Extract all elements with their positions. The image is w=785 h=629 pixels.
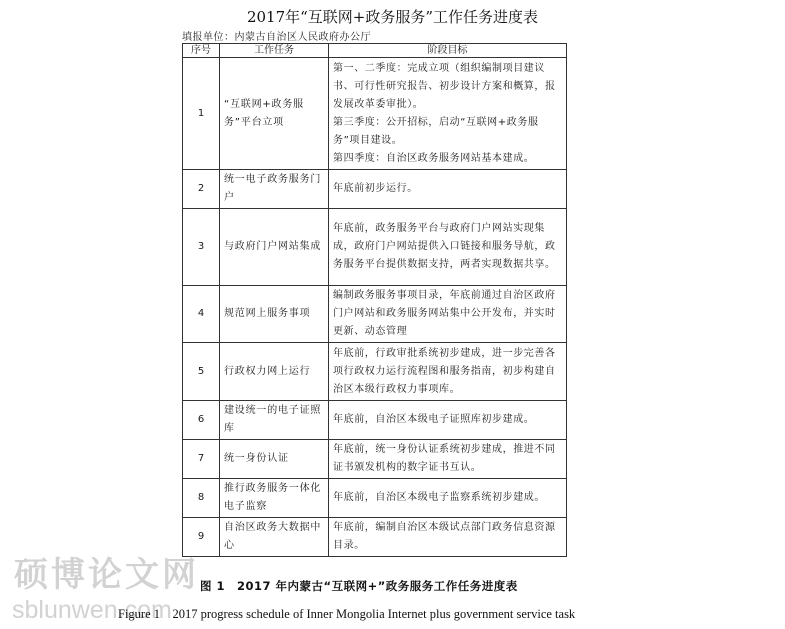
goal-line: 第三季度：公开招标，启动“互联网+政务服务”项目建设。 [333, 116, 539, 146]
row-num: 3 [183, 209, 220, 286]
watermark-logo: 硕博论文网 [14, 555, 199, 595]
goal-line: 第四季度：自治区政务服务网站基本建成。 [333, 152, 535, 164]
row-goal [329, 286, 567, 343]
row-goal [329, 401, 567, 440]
row-num: 1 [183, 58, 220, 170]
goal-line: 年底前，自治区本级电子证照库初步建成。 [333, 414, 535, 425]
row-goal [329, 170, 567, 209]
goal-line: 第一、二季度：完成立项（组织编制项目建议书、可行性研究报告、初步设计方案和概算，报发展改革委审批）。 [333, 62, 556, 110]
row-num: 6 [183, 401, 220, 440]
filler-unit: 填报单位：内蒙古自治区人民政府办公厅 [182, 32, 371, 43]
table-row [183, 209, 567, 286]
goal-line: 编制政务服务事项目录，年底前通过自治区政府门户网站和政务服务网站集中公开发布，并实时更新、动态管理 [333, 290, 556, 337]
table-row [183, 401, 567, 440]
row-goal [329, 209, 567, 286]
row-task: 规范网上服务事项 [220, 286, 329, 343]
goal-line: 年底前，政务服务平台与政府门户网站实现集成，政府门户网站提供入口链接和服务导航，政务服务平台提供数据支持，两者实现数据共享。 [333, 223, 556, 270]
table-row [183, 518, 567, 557]
row-goal [329, 479, 567, 518]
figure-caption-en: Figure 1 2017 progress schedule of Inner Mongolia Internet plus government service task [118, 607, 576, 621]
row-task: 与政府门户网站集成 [220, 209, 329, 286]
row-goal [329, 518, 567, 557]
table-row [183, 343, 567, 401]
row-num: 5 [183, 343, 220, 401]
row-num: 8 [183, 479, 220, 518]
table-row [183, 479, 567, 518]
row-task: 建设统一的电子证照库 [220, 401, 329, 440]
goal-line: 年底前，行政审批系统初步建成，进一步完善各项行政权力运行流程图和服务指南，初步构建自治区本级行政权力事项库。 [333, 347, 556, 395]
table-row [183, 286, 567, 343]
row-task: 统一电子政务服务门户 [220, 170, 329, 209]
row-num: 9 [183, 518, 220, 557]
header-task: 工作任务 [220, 44, 329, 58]
row-task: “互联网+政务服务”平台立项 [220, 58, 329, 170]
row-num: 2 [183, 170, 220, 209]
progress-table [182, 43, 567, 557]
row-num: 4 [183, 286, 220, 343]
goal-line: 年底前，统一身份认证系统初步建成，推进不同证书颁发机构的数字证书互认。 [333, 444, 556, 473]
table-row [183, 440, 567, 479]
watermark-url: sblunwen.com [12, 596, 172, 624]
document-title: 2017年“互联网+政务服务”工作任务进度表 [246, 8, 539, 26]
table-row [183, 170, 567, 209]
row-goal [329, 58, 567, 170]
row-task: 自治区政务大数据中心 [220, 518, 329, 557]
row-goal [329, 343, 567, 401]
figure-caption-cn: 图 1 2017 年内蒙古“互联网+”政务服务工作任务进度表 [200, 579, 518, 593]
row-num: 7 [183, 440, 220, 479]
goal-line: 年底前，编制自治区本级试点部门政务信息资源目录。 [333, 522, 556, 551]
header-num: 序号 [183, 44, 220, 58]
row-task: 统一身份认证 [220, 440, 329, 479]
table-row [183, 58, 567, 170]
table-header-row [183, 44, 567, 58]
goal-line: 年底前初步运行。 [333, 183, 418, 194]
row-task: 行政权力网上运行 [220, 343, 329, 401]
header-goal: 阶段目标 [329, 44, 567, 58]
row-task: 推行政务服务一体化电子监察 [220, 479, 329, 518]
row-goal [329, 440, 567, 479]
goal-line: 年底前，自治区本级电子监察系统初步建成。 [333, 492, 545, 503]
